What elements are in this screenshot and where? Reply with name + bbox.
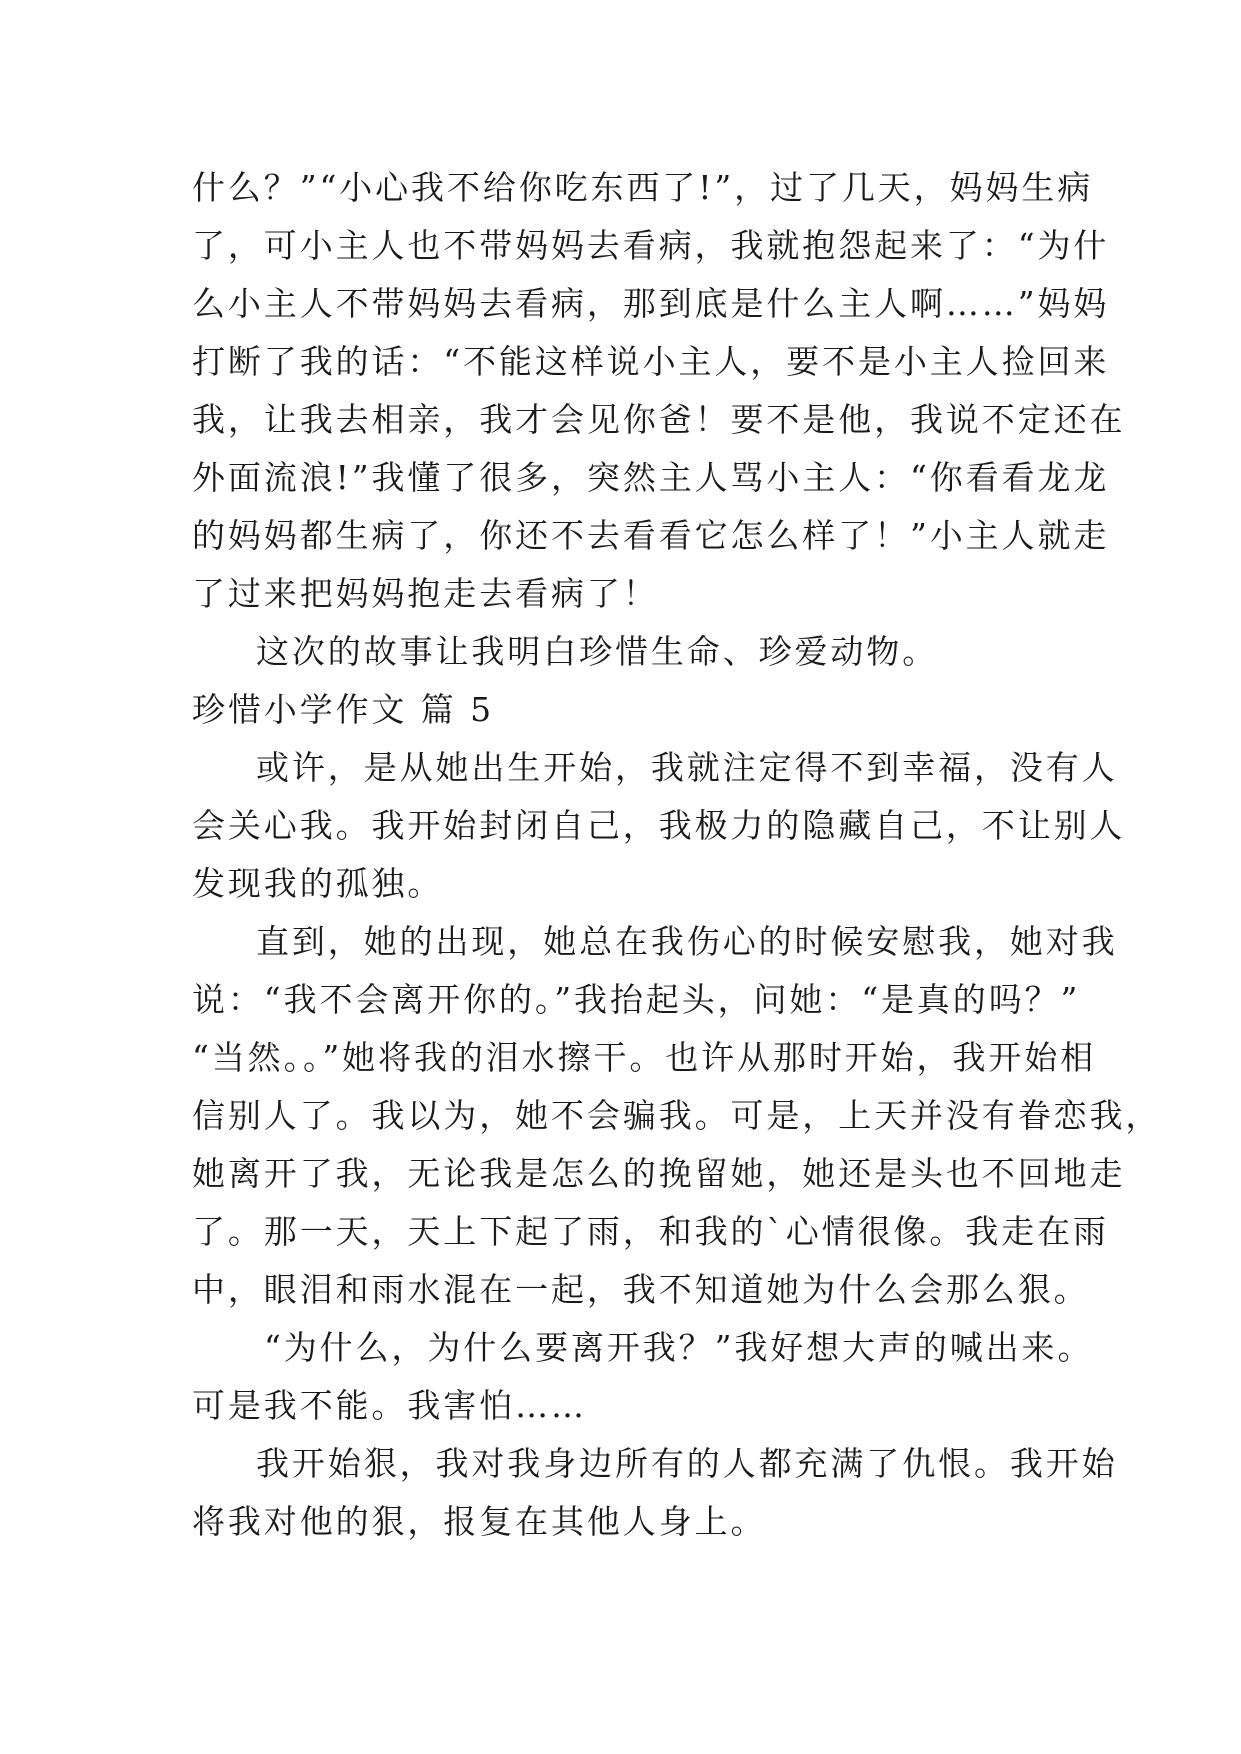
paragraph-line: “为什么，为什么要离开我？”我好想大声的喊出来。 — [264, 1328, 1094, 1367]
text-line: 将我对他的狠，报复在其他人身上。 — [192, 1502, 767, 1541]
text-line: 她离开了我，无论我是怎么的挽留她，她还是头也不回地走 — [192, 1154, 1126, 1193]
text-line: 什么？”“小心我不给你吃东西了!”，过了几天，妈妈生病 — [192, 168, 1094, 207]
text-line: 信别人了。我以为，她不会骗我。可是，上天并没有眷恋我， — [192, 1096, 1162, 1135]
text-line: 了过来把妈妈抱走去看病了！ — [192, 574, 659, 613]
text-line: 外面流浪!”我懂了很多，突然主人骂小主人：“你看看龙龙 — [192, 458, 1110, 497]
paragraph-line: 直到，她的出现，她总在我伤心的时候安慰我，她对我 — [256, 922, 1118, 961]
text-line: 了，可小主人也不带妈妈去看病，我就抱怨起来了：“为什 — [192, 226, 1110, 265]
text-line: “当然。。”她将我的泪水擦干。也许从那时开始，我开始相 — [192, 1038, 1097, 1077]
section-heading: 珍惜小学作文 篇 5 — [192, 690, 494, 729]
text-line: 打断了我的话：“不能这样说小主人，要不是小主人捡回来 — [192, 342, 1110, 381]
text-line: 么小主人不带妈妈去看病，那到底是什么主人啊……”妈妈 — [192, 284, 1110, 323]
paragraph-line: 或许，是从她出生开始，我就注定得不到幸福，没有人 — [256, 748, 1118, 787]
text-line: 会关心我。我开始封闭自己，我极力的隐藏自己，不让别人 — [192, 806, 1126, 845]
paragraph-line: 我开始狠，我对我身边所有的人都充满了仇恨。我开始 — [256, 1444, 1118, 1483]
text-line: 发现我的孤独。 — [192, 864, 444, 903]
text-line: 我，让我去相亲，我才会见你爸！要不是他，我说不定还在 — [192, 400, 1126, 439]
text-line: 说：“我不会离开你的。”我抬起头，问她：“是真的吗？” — [192, 980, 1081, 1019]
text-line: 的妈妈都生病了，你还不去看看它怎么样了！”小主人就走 — [192, 516, 1110, 555]
text-line: 中，眼泪和雨水混在一起，我不知道她为什么会那么狠。 — [192, 1270, 1090, 1309]
text-line: 了。那一天，天上下起了雨，和我的`心情很像。我走在雨 — [192, 1212, 1109, 1251]
text-line: 可是我不能。我害怕…… — [192, 1386, 587, 1425]
paragraph-line: 这次的故事让我明白珍惜生命、珍爱动物。 — [256, 632, 939, 671]
